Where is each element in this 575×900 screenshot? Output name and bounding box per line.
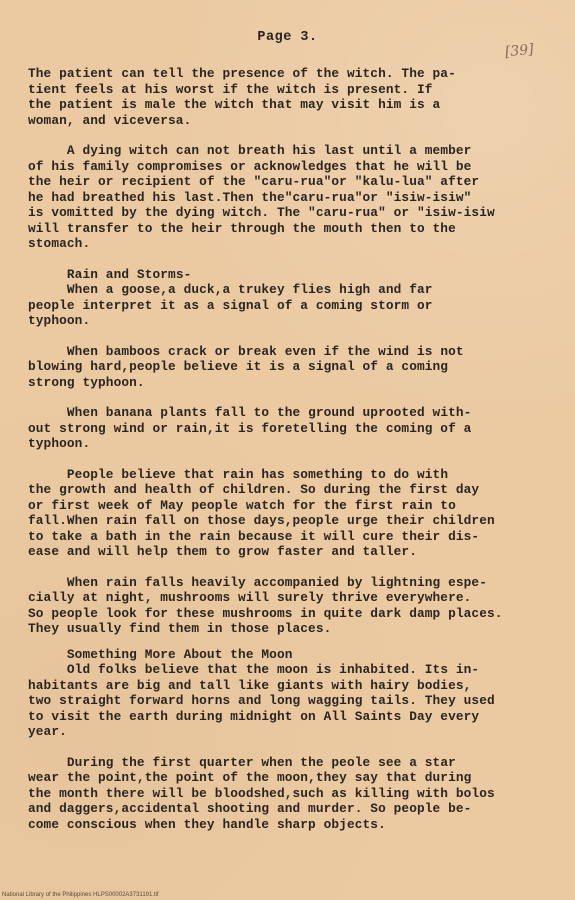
- handwritten-page-note: [39]: [504, 41, 535, 61]
- paragraph-6: People believe that rain has something to do with the growth and health of children. So during the first day or first week of May people watch for the first rain to fall.When rain fall on those days,people urge their children to take a bath in the rain because it will cure their dis- ease and will help them to grow faster and taller.: [28, 466, 495, 559]
- paragraph-9: During the first quarter when the peole see a star wear the point,the point of the moon,they say that during the month there will be bloodshed,such as killing with bolos and daggers,accidental shooting and murder. So people be- come conscious when they handle sharp objects.: [28, 754, 495, 832]
- paragraph-5: When banana plants fall to the ground uprooted with- out strong wind or rain,it is foretelling the coming of a typhoon.: [28, 405, 472, 451]
- archive-footer: National Library of the Philippines HLPS00002A3731191.tif: [2, 892, 159, 898]
- paragraph-1: The patient can tell the presence of the witch. The pa- tient feels at his worst if the witch is present. If the patient is male the witch that may visit him is a woman, and viceversa.: [28, 66, 456, 128]
- paragraph-4: When bamboos crack or break even if the wind is not blowing hard,people believe it is a signal of a coming strong typhoon.: [28, 343, 464, 390]
- paragraph-2: A dying witch can not breath his last until a member of his family compromises or acknowledges that he will be the heir or recipient of the "caru-rua"or "kalu-lua" after he had breathed his last.Then the"caru-rua"or "isiw-isiw" is vomitted by the dying witch. The "caru-rua" or "isiw-isiw will transfer to the heir through the mouth then to the stomach.: [28, 143, 495, 251]
- paragraph-8: Something More About the Moon Old folks believe that the moon is inhabited. Its in- habitants are big and tall like giants with hairy bodies, two straight forward horns and long wagging tails. They used to visit the earth during midnight on All Saints Day every year.: [28, 646, 495, 739]
- page-number: Page 3.: [257, 30, 318, 45]
- paragraph-7: When rain falls heavily accompanied by lightning espe- cially at night, mushrooms will surely thrive everywhere. So people look for these mushrooms in quite dark damp places. They usually find them in those places.: [28, 574, 503, 636]
- paragraph-3: Rain and Storms- When a goose,a duck,a trukey flies high and far people interpret it as a signal of a coming storm or typhoon.: [28, 266, 433, 328]
- typed-body: [28, 66, 558, 832]
